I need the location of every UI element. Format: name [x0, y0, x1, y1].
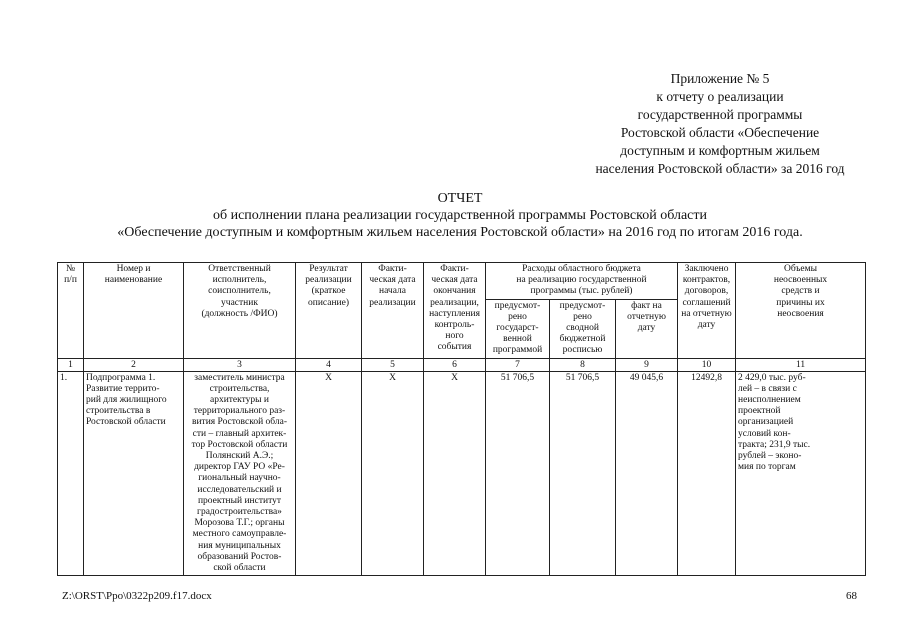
column-number: 5 [362, 358, 424, 371]
cell-num: 1. [58, 371, 84, 576]
header-result: Результат реализации (краткое описание) [296, 263, 362, 359]
cell-exp-fact: 49 045,6 [616, 371, 678, 576]
header-row [58, 263, 866, 300]
cell-start-date: Х [362, 371, 424, 576]
report-table [57, 262, 866, 576]
column-number: 11 [736, 358, 866, 371]
column-number: 4 [296, 358, 362, 371]
header-exp-budget: предусмот- рено сводной бюджетной росписью [550, 299, 616, 358]
header-expenses: Расходы областного бюджета на реализацию государственной программы (тыс. рублей) [486, 263, 678, 300]
header-end-date: Факти- ческая дата окончания реализации, наступления контроль- ного события [424, 263, 486, 359]
column-number: 7 [486, 358, 550, 371]
report-title [40, 190, 880, 241]
report-title-program: «Обеспечение доступным и комфортным жильем населения Ростовской области» на 2016 год по итогам 2016 года. [117, 225, 803, 240]
header-contracts: Заключено контрактов, договоров, соглашений на отчетную дату [678, 263, 736, 359]
header-unused: Объемы неосвоенных средств и причины их неосвоения [736, 263, 866, 359]
cell-unused: 2 429,0 тыс. руб- лей – в связи с неисполнением проектной организацией условий кон- тракта; 231,9 тыс. рублей – эконо- мия по торгам [736, 371, 866, 576]
column-number: 9 [616, 358, 678, 371]
header-responsible: Ответственный исполнитель, соисполнитель, участник (должность /ФИО) [184, 263, 296, 359]
appendix-line: Ростовской области «Обеспечение [620, 125, 820, 140]
footer-file-path: Z:\ORST\Ppo\0322p209.f17.docx [62, 590, 212, 602]
header-exp-fact: факт на отчетную дату [616, 299, 678, 358]
column-number: 6 [424, 358, 486, 371]
appendix-block [560, 70, 880, 178]
cell-exp-program: 51 706,5 [486, 371, 550, 576]
appendix-line: доступным и комфортным жильем [620, 143, 820, 158]
cell-name: Подпрограмма 1. Развитие террито- рий для жилищного строительства в Ростовской области [84, 371, 184, 576]
column-number: 1 [58, 358, 84, 371]
appendix-line: к отчету о реализации [656, 89, 784, 104]
column-number-row [58, 358, 866, 371]
appendix-line: населения Ростовской области» за 2016 год [595, 161, 845, 176]
appendix-line: Приложение № 5 [670, 71, 770, 86]
report-title-subtitle: об исполнении плана реализации государственной программы Ростовской области [212, 208, 708, 223]
column-number: 8 [550, 358, 616, 371]
table-row [58, 371, 866, 576]
cell-responsible: заместитель министра строительства, архитектуры и территориального раз- вития Ростовской обла- сти – главный архитек- тор Ростовской области Полянский А.Э.; директор ГАУ РО «Ре- гиональный научно- исследовательский и проектный институт градостроительства» Морозова Т.Г.; органы местного самоуправле- ния муниципальных образований Ростов- ской области [184, 371, 296, 576]
cell-exp-budget: 51 706,5 [550, 371, 616, 576]
cell-contracts: 12492,8 [678, 371, 736, 576]
cell-end-date: Х [424, 371, 486, 576]
column-number: 2 [84, 358, 184, 371]
appendix-line: государственной программы [637, 107, 803, 122]
header-name: Номер и наименование [84, 263, 184, 359]
header-exp-program: предусмот- рено государст- венной программой [486, 299, 550, 358]
column-number: 10 [678, 358, 736, 371]
header-start-date: Факти- ческая дата начала реализации [362, 263, 424, 359]
header-num: № п/п [58, 263, 84, 359]
cell-result: Х [296, 371, 362, 576]
footer-page-number: 68 [846, 590, 857, 602]
column-number: 3 [184, 358, 296, 371]
report-title-heading: ОТЧЕТ [437, 191, 483, 206]
